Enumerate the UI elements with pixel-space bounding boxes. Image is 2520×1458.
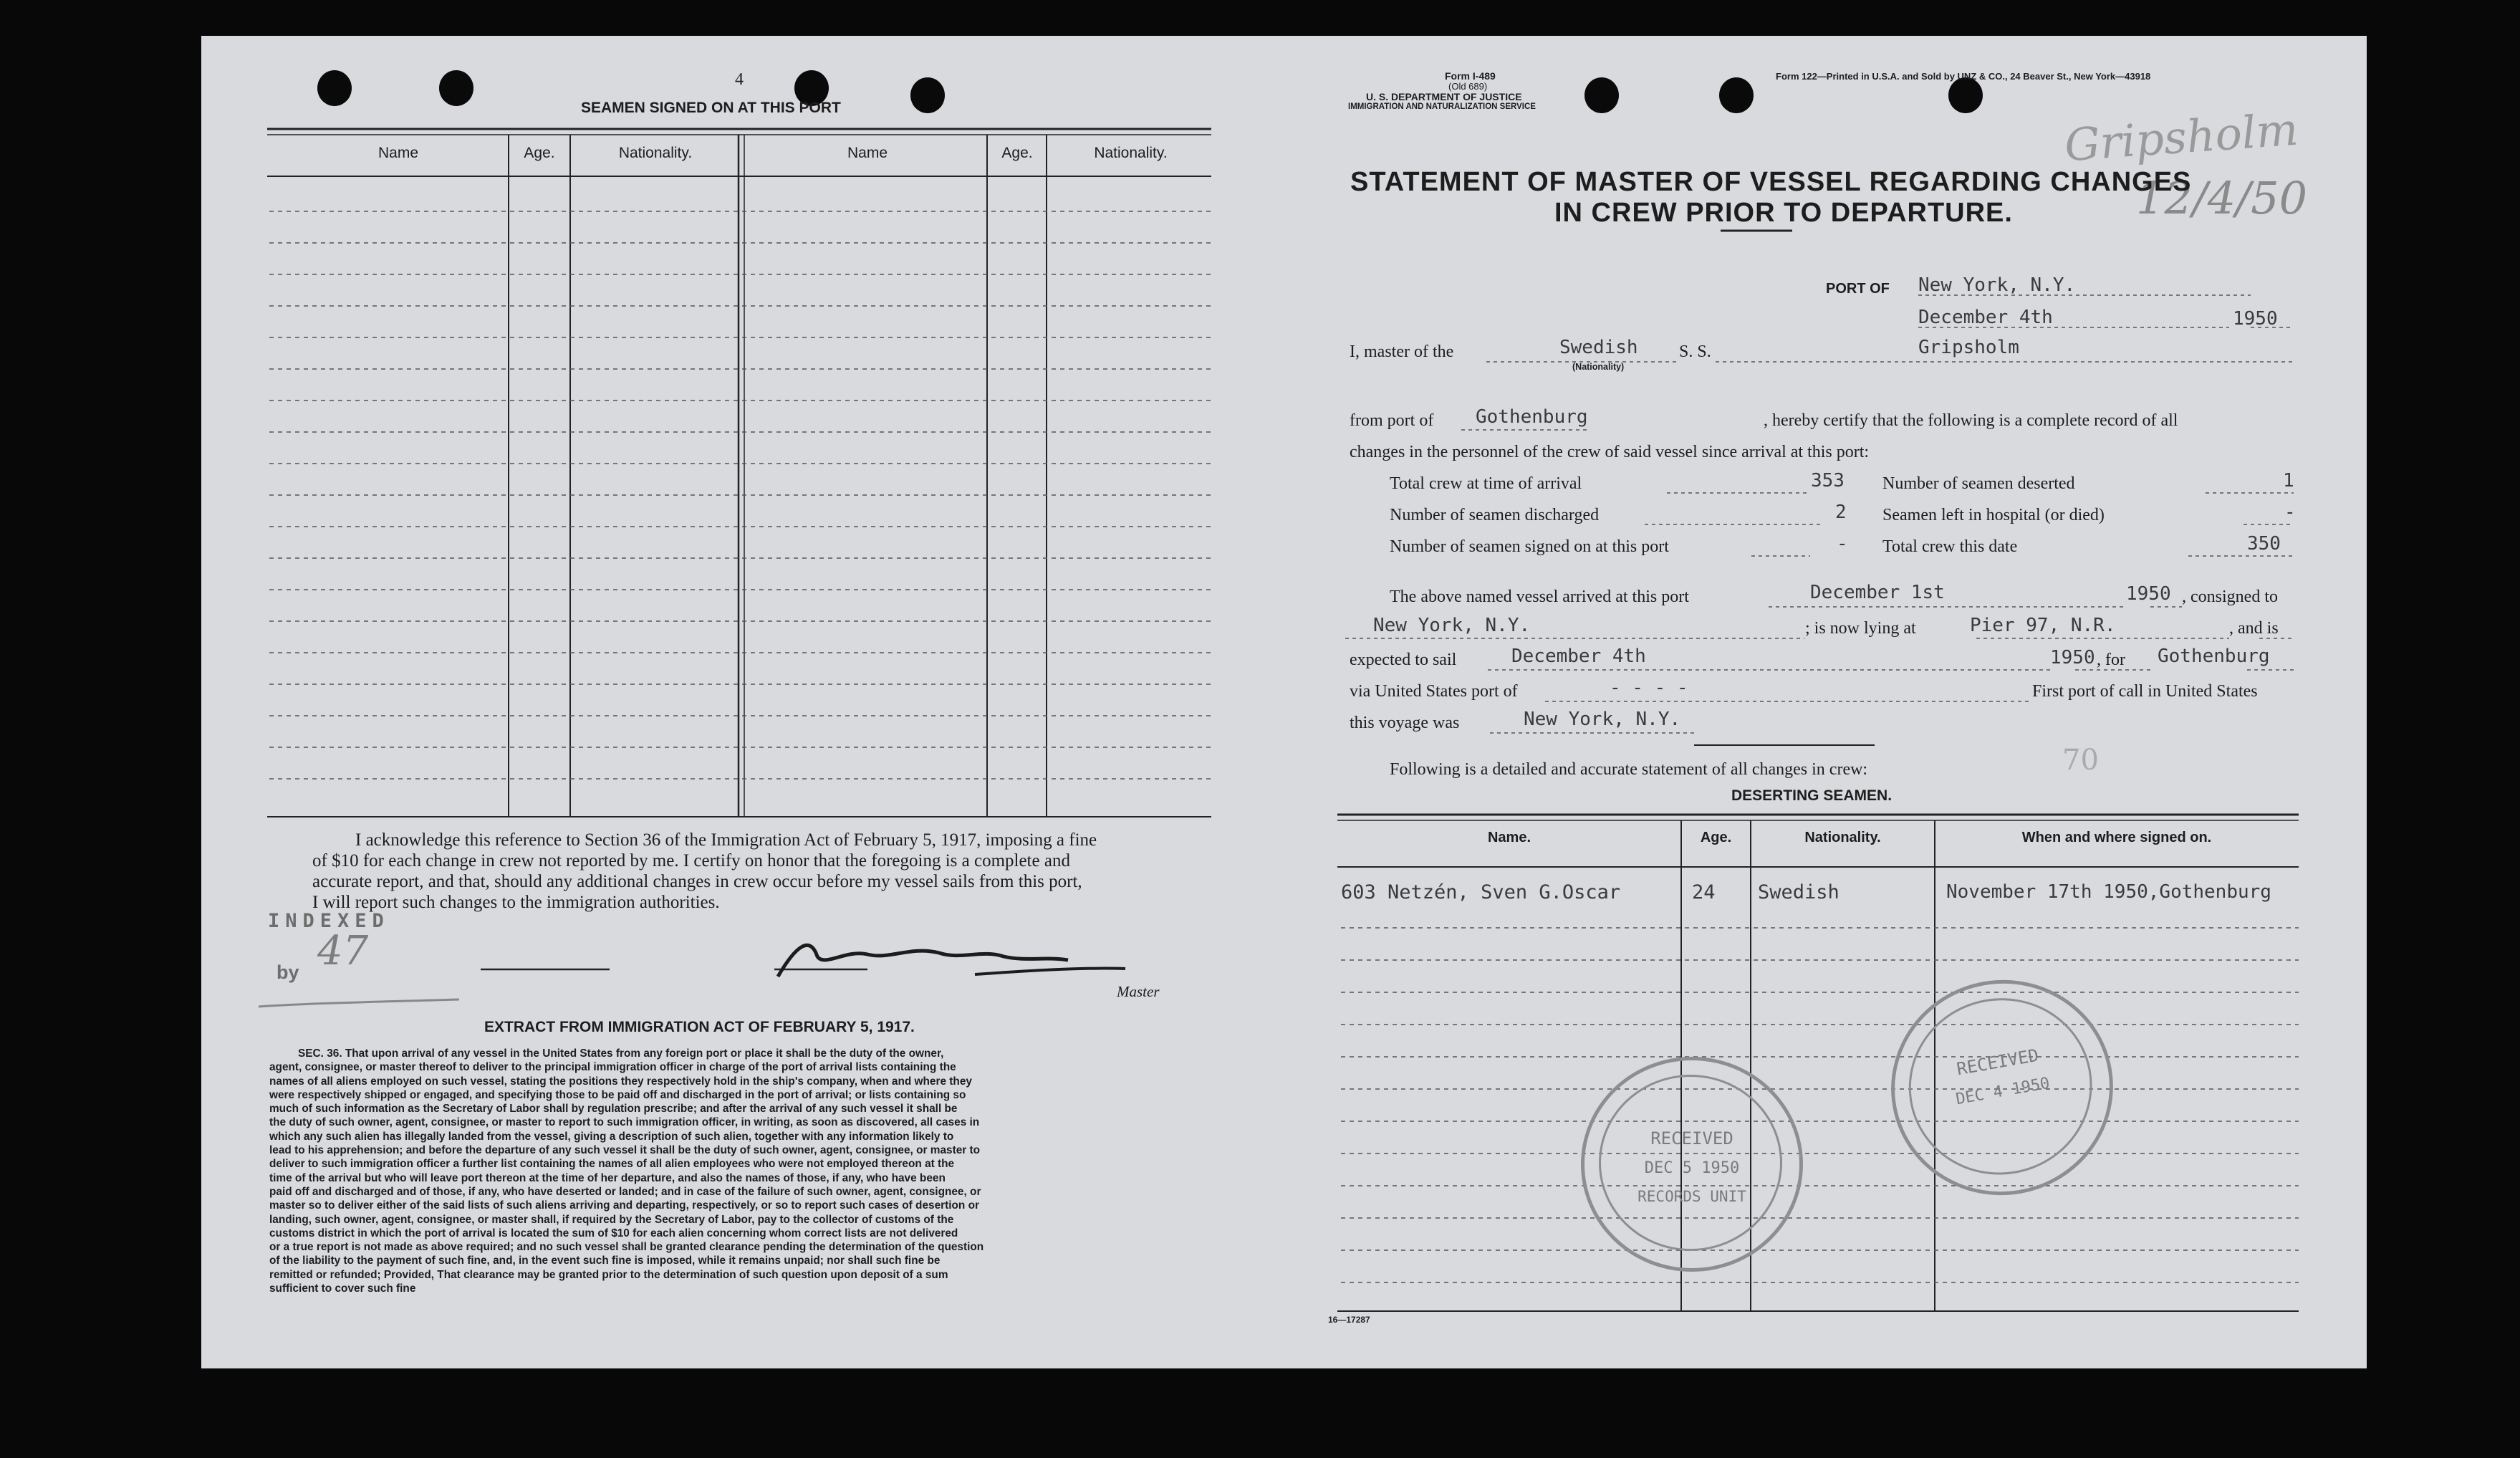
- acknowledgement-line: I will report such changes to the immigration authorities.: [312, 893, 720, 912]
- deserter-name: 603 Netzén, Sven G.Oscar: [1341, 881, 1621, 903]
- master-label: Master: [1117, 983, 1160, 1000]
- total-date-value: 350: [2247, 533, 2281, 555]
- extract-line: agent, consignee, or master thereof to deliver to the principal immigration officer in charge of the port of arrival lists containing the: [269, 1061, 956, 1074]
- expected-text: expected to sail: [1350, 651, 1457, 669]
- extract-line: lead to his apprehension; and before the departure of any such vessel it shall be the duty of such owner, agent, consignee, or master to: [269, 1144, 981, 1157]
- extract-line: master so to deliver either of the said lists of such aliens arriving and departing, respectively, or so to report such cases of desertion or: [269, 1199, 979, 1212]
- arrived-year: 1950: [2126, 583, 2171, 605]
- voyage-text: this voyage was: [1350, 714, 1460, 732]
- port-label: PORT OF: [1826, 281, 1890, 297]
- column-header-name-2: Name: [847, 145, 888, 161]
- form-title-line-1: STATEMENT OF MASTER OF VESSEL REGARDING CHANGES: [1350, 167, 2192, 197]
- service: IMMIGRATION AND NATURALIZATION SERVICE: [1348, 102, 1536, 111]
- column-header-age: Age.: [524, 145, 555, 161]
- acknowledgement-line: I acknowledge this reference to Section 36 of the Immigration Act of February 5, 1917, imposing a fine: [355, 830, 1097, 850]
- total-date-label: Total crew this date: [1882, 537, 2018, 556]
- port-value: New York, N.Y.: [1918, 274, 2076, 296]
- column-header-name: Name.: [1487, 830, 1531, 845]
- via-value: - - - -: [1610, 677, 1688, 699]
- stamp-date: DEC 5 1950: [1644, 1159, 1740, 1177]
- arrived-text: The above named vessel arrived at this port: [1390, 587, 1689, 606]
- date-value: December 4th: [1918, 307, 2053, 328]
- deserter-age: 24: [1692, 881, 1716, 903]
- handwritten-date: 12/4/50: [2136, 172, 2308, 224]
- acknowledgement-text: [312, 830, 1097, 913]
- indexed-stamp: INDEXED: [268, 910, 390, 932]
- following-text: Following is a detailed and accurate statement of all changes in crew:: [1390, 760, 1868, 779]
- footer-code: 16—17287: [1328, 1315, 1370, 1325]
- stamp-records-unit: RECORDS UNIT: [1637, 1188, 1746, 1205]
- deserter-signed-on: November 17th 1950,Gothenburg: [1946, 881, 2271, 903]
- column-header-signed-on: When and where signed on.: [2021, 830, 2212, 845]
- indexed-by-handwritten: 47: [317, 928, 369, 974]
- stamp-received: RECEIVED: [1955, 1045, 2041, 1080]
- extract-title: EXTRACT FROM IMMIGRATION ACT OF FEBRUARY 5, 1917.: [484, 1019, 915, 1035]
- deserted-label: Number of seamen deserted: [1882, 474, 2075, 493]
- page-number: 4: [735, 70, 744, 89]
- discharged-value: 2: [1835, 502, 1847, 523]
- form-number: Form I-489: [1445, 70, 1496, 82]
- changes-text: changes in the personnel of the crew of said vessel since arrival at this port:: [1350, 443, 1870, 461]
- for-value: Gothenburg: [2158, 646, 2270, 667]
- column-header-nationality-2: Nationality.: [1094, 145, 1168, 161]
- acknowledgement-line: accurate report, and that, should any additional changes in crew occur before my vessel sails from this port,: [312, 872, 1082, 891]
- from-port-label: from port of: [1350, 411, 1434, 430]
- column-header-nationality: Nationality.: [1804, 830, 1881, 845]
- consigned-text: , consigned to: [2182, 587, 2278, 606]
- extract-line: much of such information as the Secretary of Labor shall by regulation prescribe; and after the arrival of any such vessel it shall be: [269, 1103, 958, 1116]
- form-old: (Old 689): [1448, 81, 1488, 92]
- extract-text: [269, 1047, 984, 1295]
- from-port-value: Gothenburg: [1476, 406, 1588, 428]
- nationality-value: Swedish: [1559, 337, 1638, 358]
- deserting-title: DESERTING SEAMEN.: [1731, 787, 1893, 804]
- indexed-by-label: by: [276, 961, 299, 983]
- total-arrival-value: 353: [1811, 470, 1845, 491]
- consignee-value: New York, N.Y.: [1373, 615, 1531, 636]
- lying-text: ; is now lying at: [1805, 619, 1916, 638]
- form-title-line-2: IN CREW PRIOR TO DEPARTURE.: [1554, 198, 2013, 228]
- signed-on-value: -: [1837, 533, 1848, 555]
- column-header-age-2: Age.: [1001, 145, 1033, 161]
- left-page: [201, 36, 1331, 1368]
- year-value: 1950: [2233, 308, 2278, 330]
- handwritten-note: 70: [2062, 744, 2099, 777]
- extract-line: or a true report is not made as above required; and no such vessel shall be granted clearance pending the determination of the question: [269, 1241, 984, 1254]
- discharged-label: Number of seamen discharged: [1390, 506, 1600, 524]
- voyage-value: New York, N.Y.: [1524, 709, 1681, 730]
- hospital-value: -: [2284, 502, 2296, 523]
- seamen-signed-title: SEAMEN SIGNED ON AT THIS PORT: [581, 100, 841, 116]
- printer-note: Form 122—Printed in U.S.A. and Sold by UNZ & CO., 24 Beaver St., New York—43918: [1776, 71, 2151, 82]
- received-stamp: [1581, 1057, 1803, 1272]
- column-header-name: Name: [377, 145, 419, 161]
- column-header-age: Age.: [1700, 830, 1732, 845]
- ss-label: S. S.: [1679, 342, 1711, 361]
- form-lines: [1305, 36, 2367, 1368]
- extract-line: of the liability to the payment of such fine, and, in the event such fine is imposed, while it remains unpaid; nor shall such fine be: [269, 1255, 941, 1267]
- extract-line: remitted or refunded; Provided, That clearance may be granted prior to the determination of such question upon deposit of a sum: [269, 1268, 948, 1281]
- extract-line: SEC. 36. That upon arrival of any vessel in the United States from any foreign port or place it shall be the duty of the owner,: [298, 1047, 944, 1060]
- nationality-caption: (Nationality): [1572, 362, 1625, 372]
- signed-on-label: Number of seamen signed on at this port: [1390, 537, 1669, 556]
- vessel-value: Gripsholm: [1918, 337, 2019, 358]
- right-page: [1305, 36, 2367, 1368]
- column-header-nationality: Nationality.: [618, 145, 693, 161]
- deserted-value: 1: [2283, 470, 2294, 491]
- extract-line: which any such alien has illegally landed from the vessel, giving a description of such alien, together with any information likely to: [269, 1130, 954, 1143]
- expected-value: December 4th: [1511, 646, 1646, 667]
- first-call-text: First port of call in United States: [2032, 682, 2258, 701]
- lying-value: Pier 97, N.R.: [1970, 615, 2116, 636]
- extract-line: were respectively shipped or engaged, and specifying those to be paid off and discharged in the port of arrival; or lists containing so: [269, 1088, 966, 1101]
- acknowledgement-line: of $10 for each change in crew not reported by me. I certify on honor that the foregoing is a complete and: [312, 851, 1070, 871]
- deserter-nationality: Swedish: [1758, 881, 1839, 903]
- hospital-label: Seamen left in hospital (or died): [1882, 506, 2105, 524]
- expected-year: 1950: [2050, 647, 2095, 668]
- extract-line: deliver to such immigration officer a further list containing the names of all alien employees who were not employed thereon at the: [269, 1158, 955, 1171]
- stamp-date: DEC 4 1950: [1954, 1074, 2052, 1109]
- extract-line: the duty of such owner, agent, consignee, or master to report to such immigration officer, in writing, as soon as discovered, all cases in: [269, 1116, 980, 1129]
- stamp-received: RECEIVED: [1650, 1128, 1733, 1148]
- for-text: , for: [2097, 651, 2125, 669]
- extract-line: paid off and discharged and of those, if any, who have deserted or landed; and in case of the failure of such owner, agent, consignee, or: [269, 1185, 981, 1198]
- department: U. S. DEPARTMENT OF JUSTICE: [1366, 91, 1522, 102]
- extract-line: time of the arrival but who will leave port thereon at the time of her departure, and also the names of those, if any, who have been: [269, 1171, 946, 1184]
- arrived-value: December 1st: [1810, 582, 1945, 603]
- total-arrival-label: Total crew at time of arrival: [1390, 474, 1582, 493]
- and-is-text: , and is: [2229, 619, 2279, 638]
- master-of-the-label: I, master of the: [1350, 342, 1454, 361]
- certify-text: , hereby certify that the following is a complete record of all: [1764, 411, 2178, 430]
- via-text: via United States port of: [1350, 682, 1518, 701]
- extract-line: sufficient to cover such fine: [269, 1282, 416, 1295]
- extract-line: landing, such owner, agent, consignee, or master shall, if required by the Secretary of Labor, pay to the collector of customs of the: [269, 1213, 954, 1226]
- extract-line: names of all aliens employed on such vessel, stating the positions they respectively hold in the ship's company, when and where they: [269, 1075, 972, 1088]
- extract-line: customs district in which the port of arrival is located the sum of $10 for each alien concerning whom correct lists are not delivered: [269, 1227, 958, 1239]
- handwritten-ship: Gripsholm: [2062, 102, 2300, 172]
